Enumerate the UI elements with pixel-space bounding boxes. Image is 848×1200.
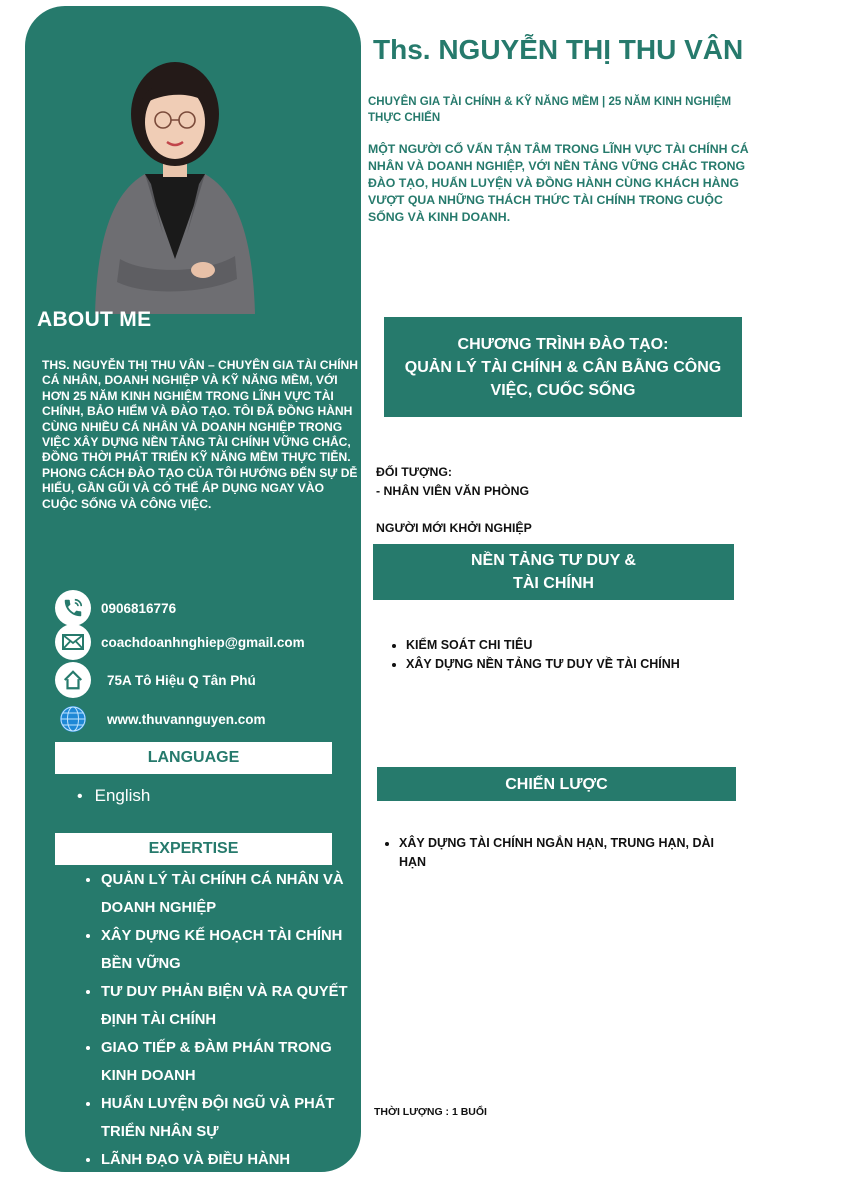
page-title: Ths. NGUYỄN THỊ THU VÂN [373,34,744,65]
strategy-list [377,834,729,872]
home-icon [55,662,91,698]
mail-icon [55,624,91,660]
phone-icon [55,590,91,626]
section-foundation-line-1: NỀN TẢNG TƯ DUY & [471,552,636,569]
expertise-item: • XÂY DỰNG KẾ HOẠCH TÀI CHÍNH BỀN VỮNG [101,922,351,978]
expertise-item: • LÃNH ĐẠO VÀ ĐIỀU HÀNH [101,1146,351,1172]
website-link: www.thuvannguyen.com [107,711,266,727]
expertise-list [83,866,351,1172]
duration-text: THỜI LƯỢNG : 1 BUỔI [374,1106,487,1118]
sidebar [25,6,361,1172]
list-item: • XÂY DỰNG TÀI CHÍNH NGẮN HẠN, TRUNG HẠN, DÀI HẠN [399,834,729,872]
expertise-item: • QUẢN LÝ TÀI CHÍNH CÁ NHÂN VÀ DOANH NGHIỆP [101,866,351,922]
section-strategy-header: CHIẾN LƯỢC [377,767,736,801]
section-foundation-line-2: TÀI CHÍNH [513,575,594,592]
program-title-line-2: QUẢN LÝ TÀI CHÍNH & CÂN BẰNG CÔNG VIỆC, CUỐC SỐNG [404,358,722,399]
program-title-line-1: CHƯƠNG TRÌNH ĐÀO TẠO: [457,335,669,353]
address-text: 75A Tô Hiệu Q Tân Phú [107,672,256,688]
expertise-item: • TƯ DUY PHẢN BIỆN VÀ RA QUYẾT ĐỊNH TÀI CHÍNH [101,978,351,1034]
audience-item: - NHÂN VIÊN VĂN PHÒNG [376,484,530,498]
section-foundation-header [373,544,734,600]
subtitle: CHUYÊN GIA TÀI CHÍNH & KỸ NĂNG MỀM | 25 NĂM KINH NGHIỆM THỰC CHIẾN [368,96,732,124]
list-item: • XÂY DỰNG NỀN TẢNG TƯ DUY VỀ TÀI CHÍNH [406,655,706,674]
contact-phone[interactable] [55,590,176,626]
language-list [77,786,150,806]
contact-email[interactable] [55,624,305,660]
program-title-box [384,317,742,417]
profile-photo [85,44,265,314]
expertise-heading: EXPERTISE [55,833,332,865]
language-heading: LANGUAGE [55,742,332,774]
audience-block [376,463,756,501]
contact-address[interactable] [55,662,256,698]
about-title: ABOUT ME [37,308,152,331]
about-paragraph-1: THS. NGUYỄN THỊ THU VÂN – CHUYÊN GIA TÀI CHÍNH CÁ NHÂN, DOANH NGHIỆP VÀ KỸ NĂNG MỀM, VỚI HƠN 25 NĂM KINH NGHIỆM TRONG LĨNH VỰC TÀI CHÍNH, BẢO HIỂM VÀ ĐÀO TẠO. TÔI ĐÃ ĐỒNG HÀNH CÙNG NHIỀU CÁ NHÂN VÀ DOANH NGHIỆP TRONG VIỆC XÂY DỰNG NỀN TẢNG TÀI CHÍNH VỮNG CHẮC, ĐỒNG THỜI PHÁT TRIỂN KỸ NĂNG MỀM THỰC TIỄN. [42,358,359,465]
audience-label: ĐỐI TƯỢNG: [376,465,453,479]
intro-text: MỘT NGƯỜI CỐ VẤN TẬN TÂM TRONG LĨNH VỰC TÀI CHÍNH CÁ NHÂN VÀ DOANH NGHIỆP, VỚI NỀN TẢNG VỮNG CHẮC TRONG ĐÀO TẠO, HUẤN LUYỆN VÀ ĐỒNG HÀNH CÙNG KHÁCH HÀNG VƯỢT QUA NHỮNG THÁCH THỨC TÀI CHÍNH TRONG CUỘC SỐNG VÀ KINH DOANH. [368,142,749,224]
expertise-item: • GIAO TIẾP & ĐÀM PHÁN TRONG KINH DOANH [101,1034,351,1090]
about-paragraph-2: PHONG CÁCH ĐÀO TẠO CỦA TÔI HƯỚNG ĐẾN SỰ DỄ HIỂU, GẦN GŨI VÀ CÓ THỂ ÁP DỤNG NGAY VÀO CUỘC SỐNG VÀ CÔNG VIỆC. [42,465,358,511]
about-text [42,358,360,512]
email-address: coachdoanhnghiep@gmail.com [101,634,305,650]
globe-icon [58,704,88,734]
expertise-item: • HUẤN LUYỆN ĐỘI NGŨ VÀ PHÁT TRIỂN NHÂN SỰ [101,1090,351,1146]
foundation-list [384,636,706,674]
language-item: • English [77,786,150,806]
phone-number: 0906816776 [101,600,177,616]
list-item: • KIỂM SOÁT CHI TIÊU [406,636,706,655]
contact-website[interactable] [55,701,266,737]
audience-item-2: NGƯỜI MỚI KHỞI NGHIỆP [376,521,532,535]
